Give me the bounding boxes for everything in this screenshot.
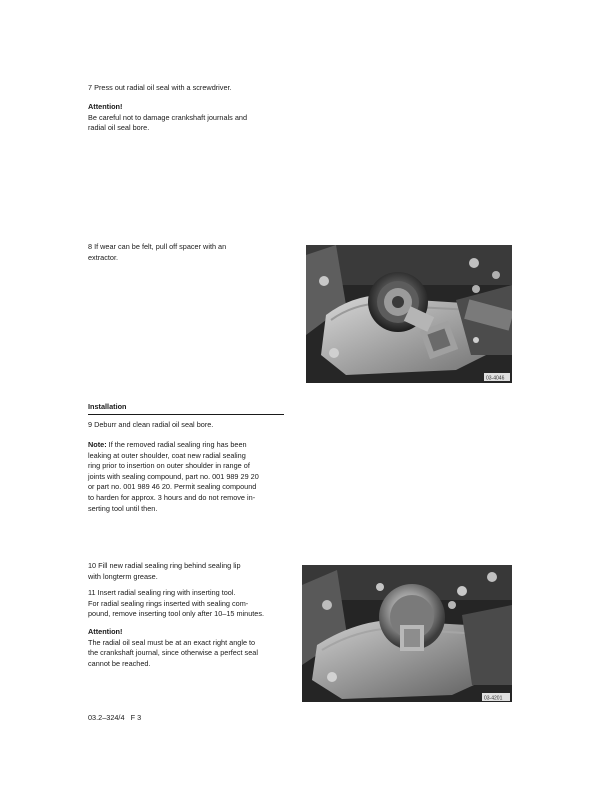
note-line-1: [88, 440, 298, 451]
note-label: Note:: [88, 440, 107, 449]
note-line: to harden for approx. 3 hours and do not remove in-: [88, 492, 256, 502]
installation-heading: Installation: [88, 402, 284, 415]
attention-line: radial oil seal bore.: [88, 123, 150, 133]
attention-line: Be careful not to damage crankshaft journals and: [88, 112, 248, 122]
step-9-text: 9 Deburr and clean radial oil seal bore.: [88, 420, 214, 429]
step-11-line: 11 Insert radial sealing ring with inserting tool.: [88, 588, 236, 597]
step-11-line: For radial sealing rings inserted with sealing com-: [88, 598, 249, 608]
attention-line: cannot be reached.: [88, 658, 151, 668]
note-line: or part no. 001 989 46 20. Permit sealing compound: [88, 482, 257, 492]
step-11-line: pound, remove inserting tool only after 10–15 minutes.: [88, 609, 265, 619]
step-8: [88, 242, 288, 263]
note-line: ring prior to insertion on outer shoulder in range of: [88, 461, 250, 471]
step-9: [88, 420, 288, 431]
note-block: [88, 440, 298, 514]
page-footer: 03.2–324/4 F 3: [88, 713, 142, 722]
attention-block-1: [88, 102, 288, 134]
step-7: [88, 83, 288, 94]
note-line: joints with sealing compound, part no. 001 989 29 20: [88, 471, 259, 481]
step-8-line: extractor.: [88, 252, 119, 262]
attention-heading: Attention!: [88, 102, 123, 111]
step-8-line: 8 If wear can be felt, pull off spacer with an: [88, 242, 227, 251]
attention-line: The radial oil seal must be at an exact right angle to: [88, 637, 256, 647]
photo-inserting-tool: [302, 565, 512, 702]
note-line: serting tool until then.: [88, 503, 158, 513]
photo-caption: 03-4046: [486, 375, 505, 382]
note-text: If the removed radial sealing ring has been: [106, 440, 247, 449]
step-10: [88, 561, 288, 582]
note-line: leaking at outer shoulder, coat new radial sealing: [88, 450, 246, 460]
installation-section: [88, 402, 288, 415]
attention-block-2: [88, 627, 298, 669]
attention-line: the crankshaft journal, since otherwise a perfect seal: [88, 648, 258, 658]
attention-heading: Attention!: [88, 627, 123, 636]
photo-caption: 03-4201: [484, 695, 503, 702]
step-7-text: 7 Press out radial oil seal with a screwdriver.: [88, 83, 232, 92]
step-10-line: with longterm grease.: [88, 571, 158, 581]
step-11: [88, 588, 303, 620]
photo-spacer-extractor: [306, 245, 512, 383]
step-10-line: 10 Fill new radial sealing ring behind sealing lip: [88, 561, 241, 570]
